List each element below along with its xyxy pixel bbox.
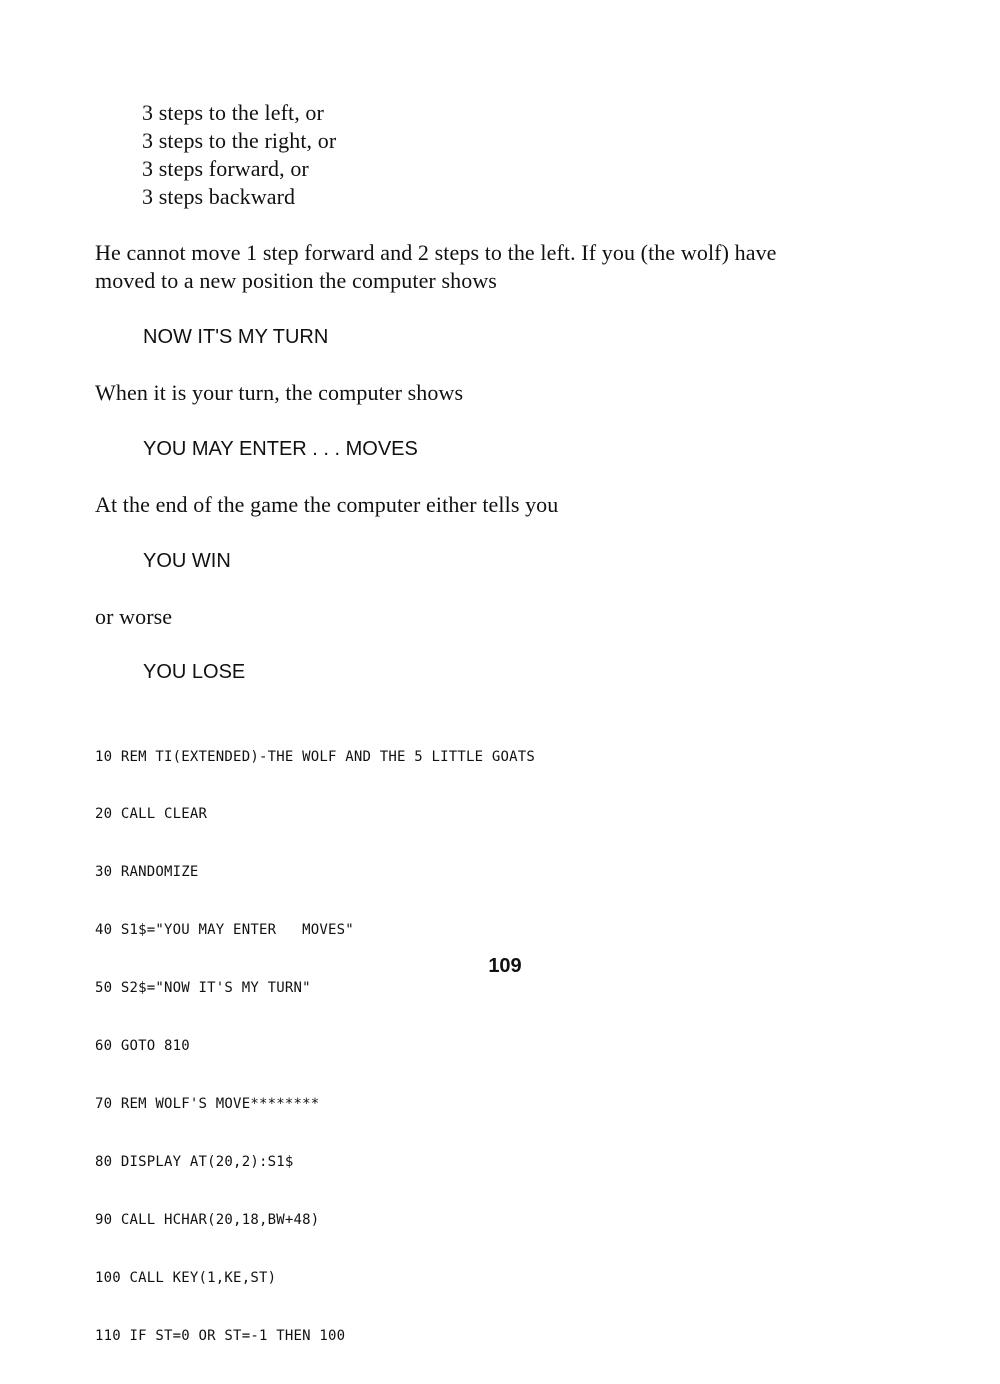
code-line: 50 S2$="NOW IT'S MY TURN" [95, 980, 311, 997]
paragraph-move-rule [95, 239, 925, 295]
code-line: 30 RANDOMIZE [95, 864, 199, 881]
step-item: 3 steps forward, or [142, 156, 309, 181]
code-line: 20 CALL CLEAR [95, 806, 208, 823]
paragraph-line: moved to a new position the computer shows [95, 268, 497, 293]
code-line: 110 IF ST=0 OR ST=-1 THEN 100 [95, 1327, 346, 1344]
code-line: 40 S1$="YOU MAY ENTER MOVES" [95, 922, 354, 939]
basic-code-listing [95, 709, 535, 1384]
step-item: 3 steps to the right, or [142, 128, 337, 153]
paragraph-end-of-game: At the end of the game the computer either tells you [95, 492, 559, 517]
screen-output-you-win: YOU WIN [143, 550, 231, 572]
step-list [142, 99, 336, 211]
code-line: 80 DISPLAY AT(20,2):S1$ [95, 1153, 294, 1170]
step-item: 3 steps to the left, or [142, 100, 324, 125]
screen-output-enter-moves: YOU MAY ENTER . . . MOVES [143, 438, 418, 460]
screen-output-my-turn: NOW IT'S MY TURN [143, 326, 329, 348]
screen-output-you-lose: YOU LOSE [143, 661, 246, 683]
paragraph-your-turn: When it is your turn, the computer shows [95, 380, 464, 405]
code-line: 100 CALL KEY(1,KE,ST) [95, 1269, 277, 1286]
step-item: 3 steps backward [142, 184, 296, 209]
code-line: 70 REM WOLF'S MOVE******** [95, 1095, 320, 1112]
paragraph-line: He cannot move 1 step forward and 2 steps to the left. If you (the wolf) have [95, 240, 777, 265]
code-line: 90 CALL HCHAR(20,18,BW+48) [95, 1211, 320, 1228]
page-number: 109 [488, 955, 522, 977]
code-line: 10 REM TI(EXTENDED)-THE WOLF AND THE 5 LITTLE GOATS [95, 748, 536, 765]
paragraph-or-worse: or worse [95, 604, 173, 629]
code-line: 60 GOTO 810 [95, 1038, 190, 1055]
